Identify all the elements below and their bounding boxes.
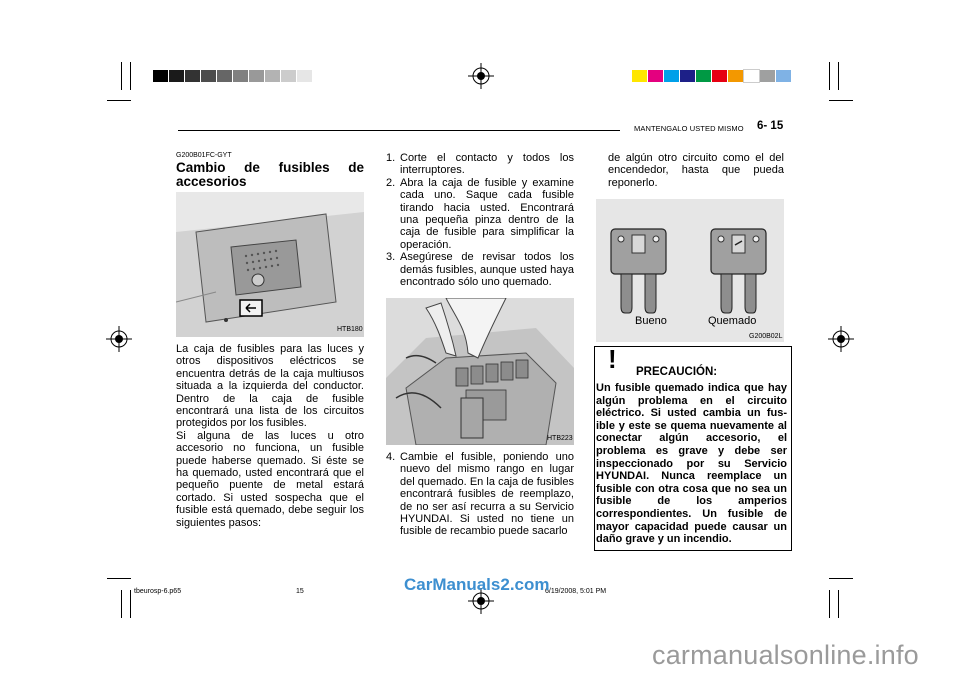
caution-text: Un fusible quemado indica que hay algún problema en el circuito eléctrico. Si usted cambia un fus-ible y este se quema nuevamente al conectar algún accesorio, el problema es grave y debe ser inspeccionado por su Servicio HYUNDAI. Nunca reemplace un fusible con otra cosa que no sea un fusible de los amperios correspondientes. Un fusible de mayor capacidad puede causar un daño grave y un incendio. (596, 382, 787, 546)
color-swatch (664, 70, 679, 82)
watermark-top: CarManuals2.com (404, 575, 550, 594)
registration-mark-icon (106, 326, 132, 352)
step-item: 4. Cambie el fusible, poniendo uno nuevo del mismo rango en lugar del quemado. En la caja de fusibles encontrará fusibles de reemplazo, de no ser así recurra a su Servicio HYUNDAI. Si usted no tiene un fusible de recambio puede sacarlo (386, 451, 574, 538)
dashboard-fuse-box-illustration (176, 192, 364, 337)
footer-page: 15 (296, 588, 304, 595)
color-swatch (744, 70, 759, 82)
continuation-paragraph: de algún otro circuito como el del encendedor, hasta que pueda reponerlo. (608, 152, 784, 189)
step-item: 3. Asegúrese de revisar todos los demás fusibles, aunque usted haya encontrado sólo uno quemado. (386, 251, 574, 289)
section-title: MANTENGALO USTED MISMO (634, 124, 744, 133)
figure-label-htb180: HTB180 (337, 326, 363, 333)
color-swatch (776, 70, 791, 82)
color-swatch (233, 70, 248, 82)
page-number: 6- 15 (757, 120, 784, 132)
color-swatch (696, 70, 711, 82)
section-code: G200B01FC-GYT (176, 152, 232, 159)
color-swatch (760, 70, 775, 82)
blown-fuse-label: Quemado (708, 315, 757, 327)
step-item: 1. Corte el contacto y todos los interruptores. (386, 152, 574, 177)
good-fuse-label: Bueno (635, 315, 667, 327)
section-heading: Cambio de fusibles de (176, 160, 364, 175)
color-swatch (281, 70, 296, 82)
color-swatch (680, 70, 695, 82)
step-4-list (386, 451, 574, 538)
figure-label-htb223: HTB223 (547, 435, 573, 442)
footer-filename: tbeurosp-6.p65 (134, 588, 182, 595)
registration-mark-icon (828, 326, 854, 352)
color-swatch (297, 70, 312, 82)
warning-icon: ! (608, 344, 617, 374)
color-swatch (712, 70, 727, 82)
color-swatch (153, 70, 168, 82)
figure-label-g200b02l: G200B02L (749, 333, 783, 340)
color-swatch (185, 70, 200, 82)
color-swatch (249, 70, 264, 82)
steps-list (386, 152, 574, 288)
color-swatch (728, 70, 743, 82)
step-item: 2. Abra la caja de fusible y examine cada uno. Saque cada fusible tirando hacia usted. Encontrará una pequeña pinza dentro de la caja de fusible para simplificar la operación. (386, 176, 574, 251)
color-swatch (169, 70, 184, 82)
footer-date: 6/19/2008, 5:01 PM (545, 588, 607, 595)
intro-paragraph: La caja de fusibles para las luces y otros dispositivos eléctricos se encuentra detrás de la caja multiusos situada a la izquierda del conductor. Dentro de la caja de fusible encontrará una lista de los circuitos protegidos por los fusibles. (176, 343, 364, 430)
color-swatch (648, 70, 663, 82)
watermark-bottom: carmanualsonline.info (652, 640, 919, 670)
color-swatch (217, 70, 232, 82)
header-rule (178, 130, 620, 131)
symptoms-paragraph: Si alguna de las luces u otro accesorio no funciona, un fusible puede haberse quemado. Si éste se ha quemado, usted encontrará que el pequeño puente de metal estará cortado. Si usted sospecha que el fusible está quemado, debe seguir los siguientes pasos: (176, 429, 364, 529)
section-heading-cont: accesorios (176, 174, 247, 189)
color-swatch (632, 70, 647, 82)
fuse-box-hand-illustration (386, 298, 574, 445)
color-swatch (201, 70, 216, 82)
registration-mark-icon (468, 63, 494, 89)
color-swatch (265, 70, 280, 82)
caution-title: PRECAUCIÓN: (636, 366, 718, 378)
